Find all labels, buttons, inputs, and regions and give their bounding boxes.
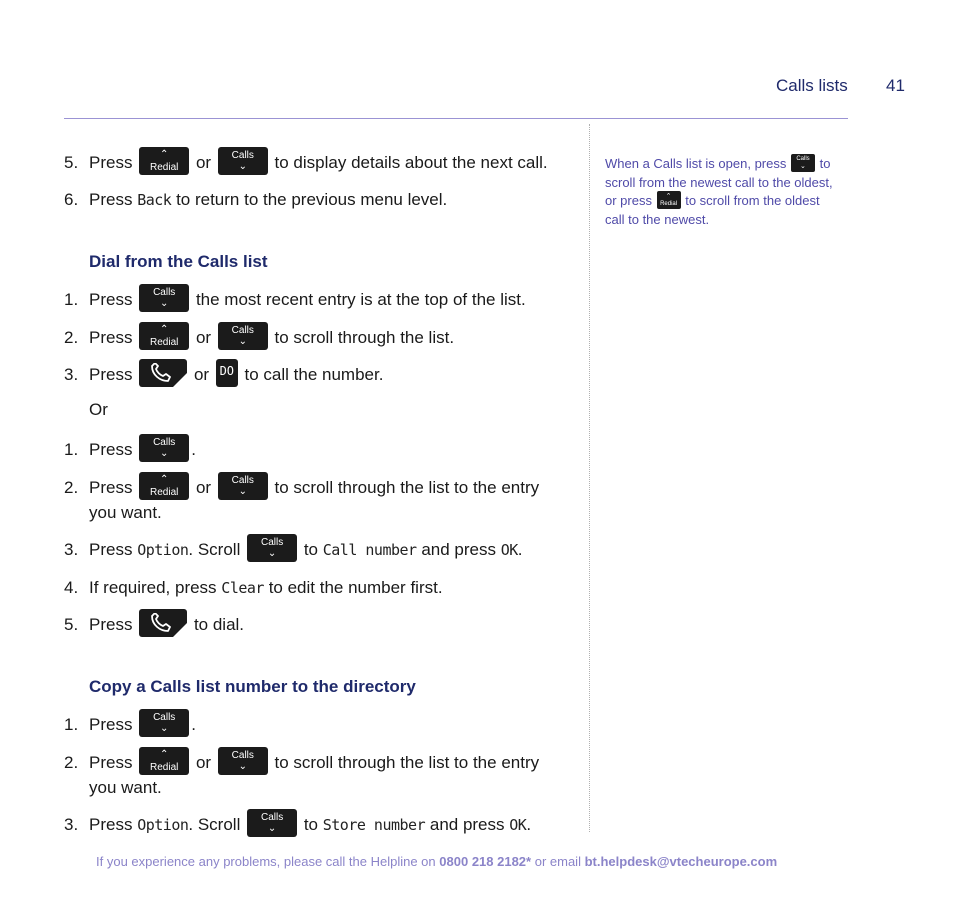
calls-down-key-icon: Calls ⌄ xyxy=(218,747,268,775)
dial-alt-step-4: 4. If required, press Clear to edit the number first. xyxy=(64,578,443,597)
lcd-text-option: Option xyxy=(137,816,189,834)
lcd-text-ok: OK xyxy=(500,541,518,559)
calls-down-key-icon: Calls ⌄ xyxy=(139,709,189,737)
step-6-back: 6. Press Back to return to the previous menu level. xyxy=(64,190,448,209)
step-5-next-call: 5. Press ⌃ Redial or Calls ⌄ to display details about the next call. xyxy=(64,148,548,173)
calls-down-key-icon: Calls ⌄ xyxy=(218,322,268,350)
phone-handset-icon xyxy=(149,613,175,633)
section-heading-copy: Copy a Calls list number to the directory xyxy=(89,677,416,696)
dial-alt-step-5: 5. Press to dial. xyxy=(64,612,564,637)
calls-down-key-icon: Calls ⌄ xyxy=(247,809,297,837)
redial-up-key-icon: ⌃ Redial xyxy=(657,191,681,209)
calls-down-key-icon: Calls ⌄ xyxy=(139,434,189,462)
redial-up-key-icon: ⌃ Redial xyxy=(139,747,189,775)
copy-step-3: 3. Press Option. Scroll Calls ⌄ to Store number and press OK. xyxy=(64,812,564,838)
section-heading-dial: Dial from the Calls list xyxy=(89,252,268,271)
lcd-text-clear: Clear xyxy=(221,579,264,597)
calls-down-key-icon: Calls ⌄ xyxy=(218,147,268,175)
phone-handset-icon xyxy=(149,363,175,383)
dial-step-3: 3. Press or DO to call the number. xyxy=(64,362,564,387)
helpdesk-email: bt.helpdesk@vtecheurope.com xyxy=(584,854,778,869)
calls-down-key-icon: Calls ⌄ xyxy=(247,534,297,562)
or-separator: Or xyxy=(89,400,108,419)
calls-down-key-icon: Calls ⌄ xyxy=(791,154,815,172)
helpline-phone: 0800 218 2182* xyxy=(439,854,532,869)
redial-up-key-icon: ⌃ Redial xyxy=(139,322,189,350)
lcd-text-ok: OK xyxy=(509,816,527,834)
directory-key-icon: DO xyxy=(216,359,238,387)
lcd-text-back: Back xyxy=(137,191,172,209)
talk-key-icon xyxy=(139,359,187,387)
calls-down-key-icon: Calls ⌄ xyxy=(218,472,268,500)
column-divider xyxy=(589,124,590,832)
dial-step-1: 1. Press Calls ⌄ the most recent entry is at the top of the list. xyxy=(64,287,564,312)
page-number: 41 xyxy=(886,76,905,95)
calls-down-key-icon: Calls ⌄ xyxy=(139,284,189,312)
dial-step-2: 2. Press ⌃ Redial or Calls ⌄ to scroll through the list. xyxy=(64,323,455,348)
copy-step-2: 2. Press ⌃ Redial or Calls ⌄ to scroll through the list to the entry you want. xyxy=(64,748,540,797)
dial-alt-step-1: 1. Press Calls ⌄ . xyxy=(64,437,564,462)
lcd-text-call-number: Call number xyxy=(322,541,417,559)
lcd-text-option: Option xyxy=(137,541,189,559)
redial-up-key-icon: ⌃ Redial xyxy=(139,147,189,175)
running-header-section: Calls lists xyxy=(776,76,848,95)
lcd-text-store-number: Store number xyxy=(322,816,426,834)
dial-alt-step-3: 3. Press Option. Scroll Calls ⌄ to Call number and press OK. xyxy=(64,537,564,563)
header-rule xyxy=(64,118,848,119)
dial-alt-step-2: 2. Press ⌃ Redial or Calls ⌄ to scroll through the list to the entry you want. xyxy=(64,473,540,522)
redial-up-key-icon: ⌃ Redial xyxy=(139,472,189,500)
copy-step-1: 1. Press Calls ⌄ . xyxy=(64,712,564,737)
side-note: When a Calls list is open, press Calls ⌄ to scroll from the newest call to the oldest, or press ⌃ Redial to scroll from the oldest call to the newest. xyxy=(605,155,833,227)
talk-key-icon xyxy=(139,609,187,637)
helpline-footer: If you experience any problems, please call the Helpline on 0800 218 2182* or email bt.helpdesk@vtecheurope.com xyxy=(96,854,778,869)
